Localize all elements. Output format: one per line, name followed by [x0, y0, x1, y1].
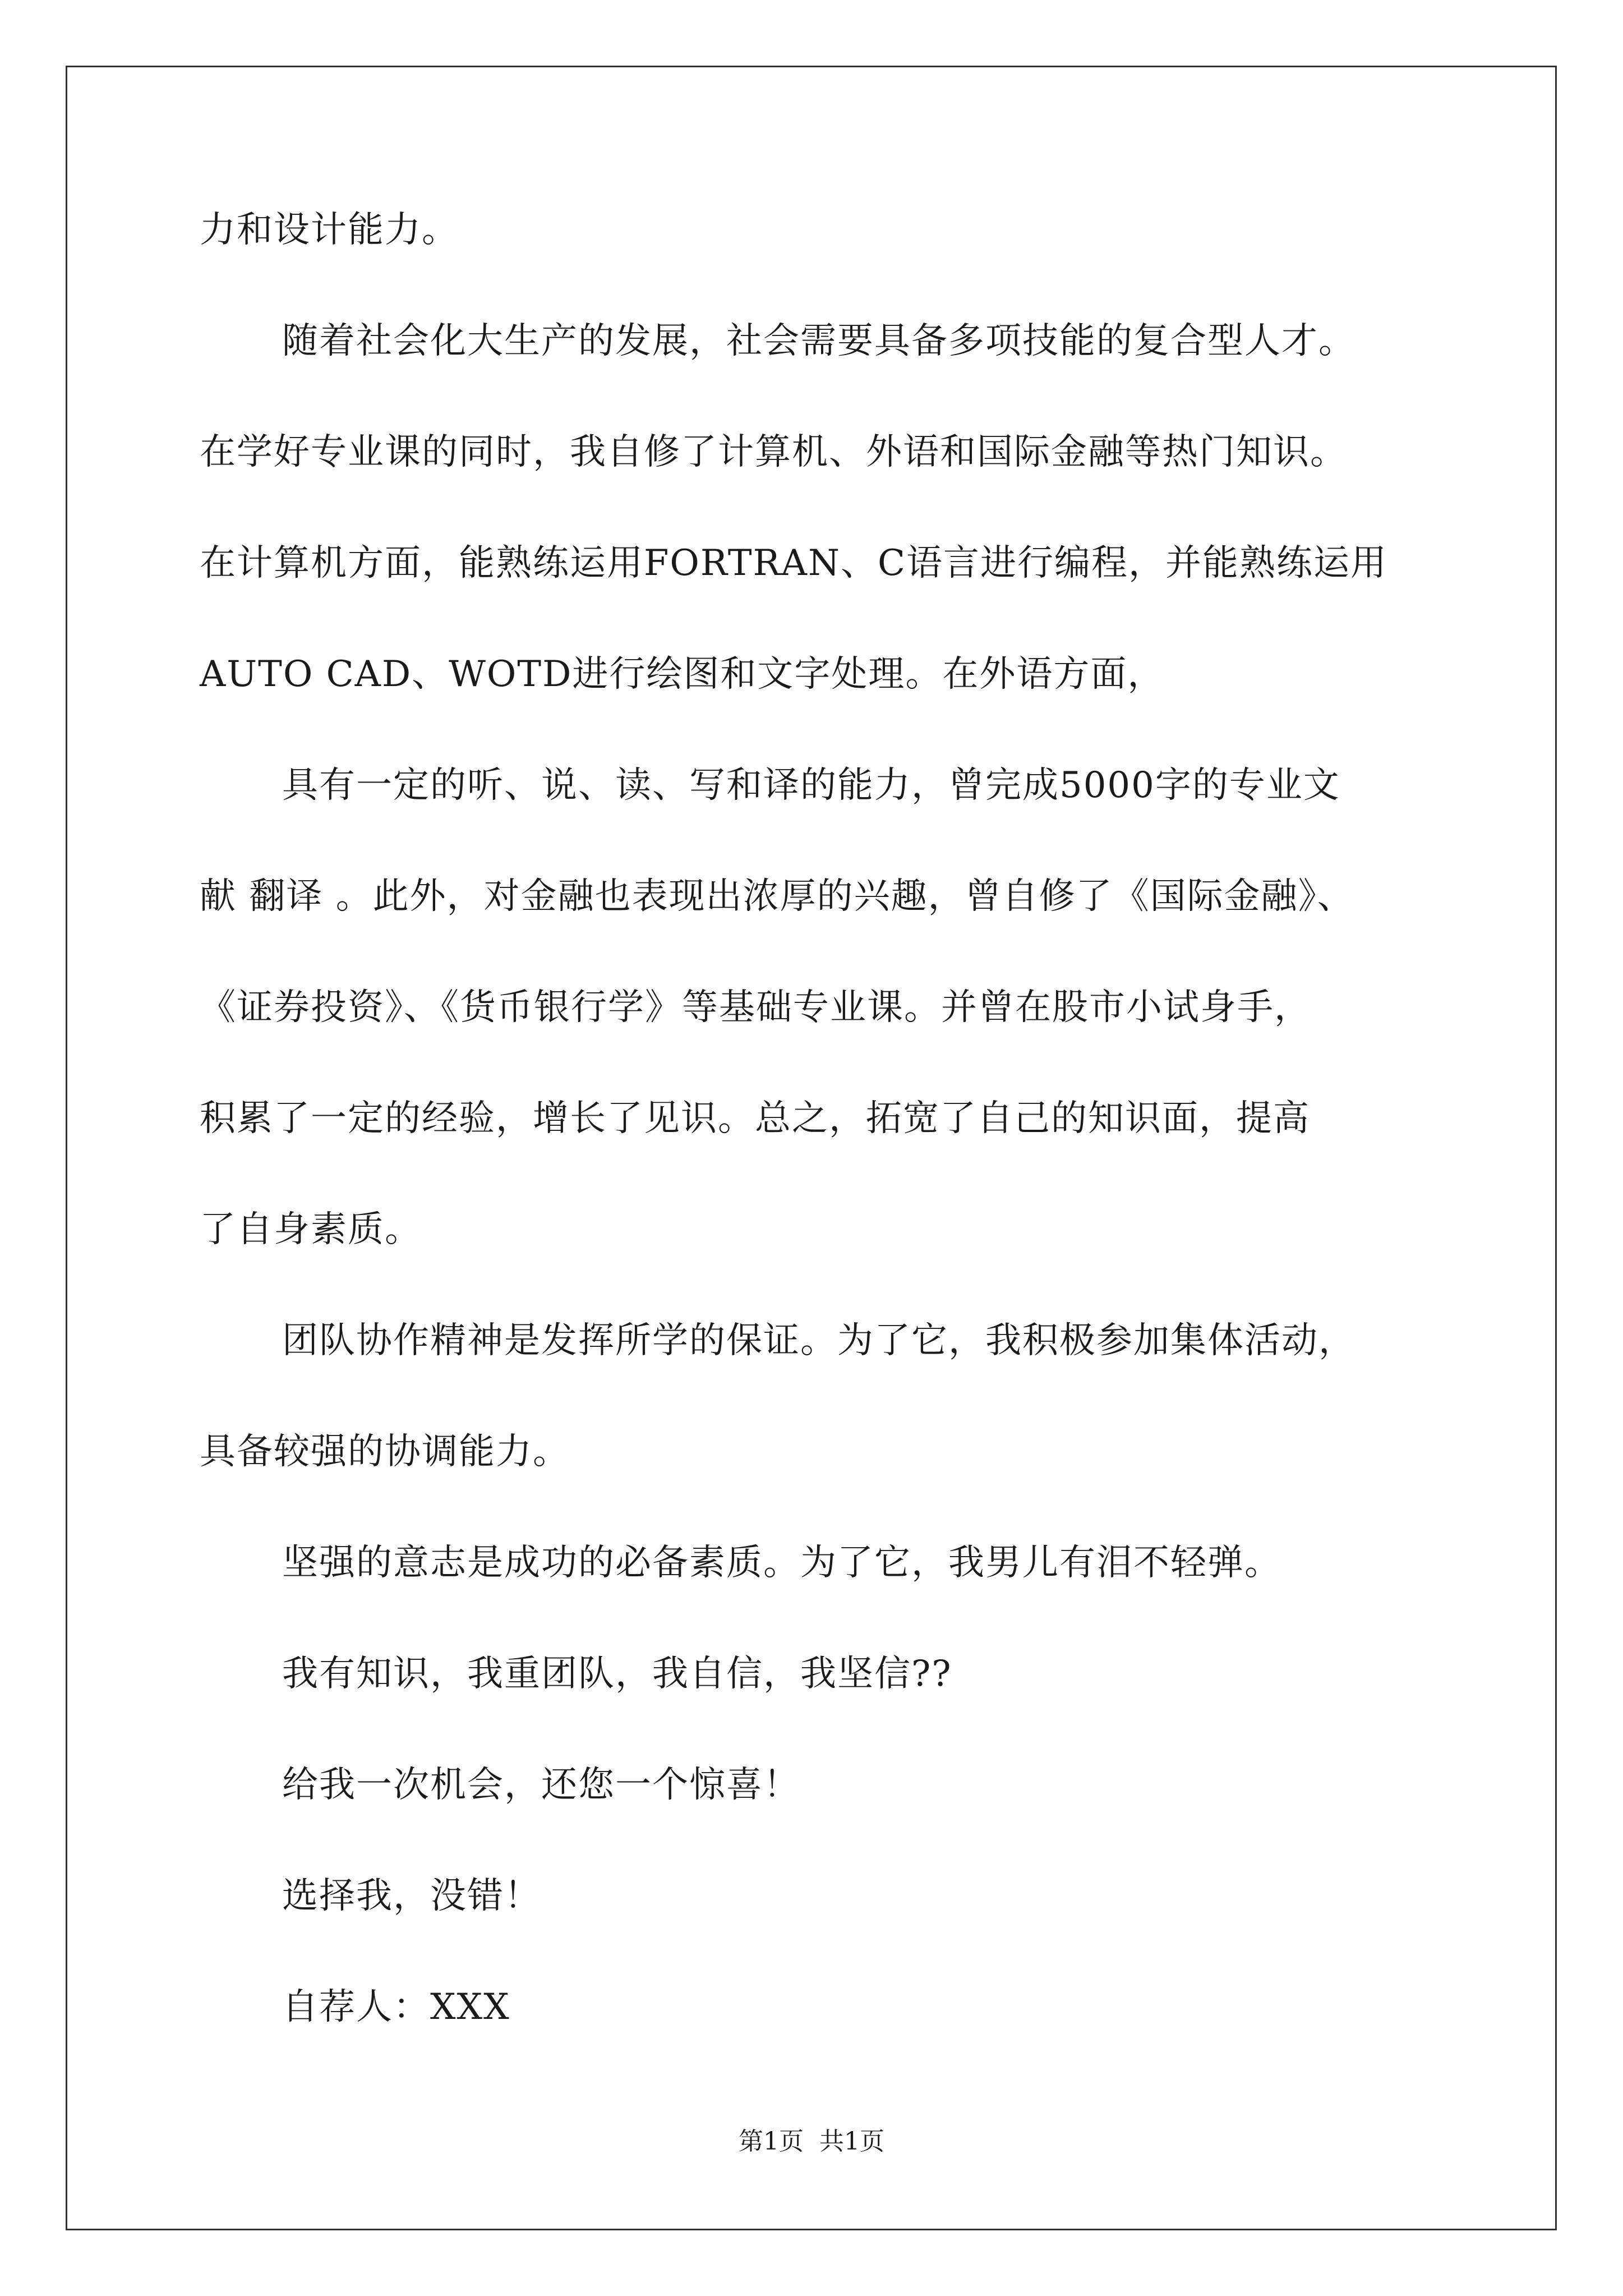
- text-line: 在计算机方面，能熟练运用FORTRAN、C语言进行编程，并能熟练运用: [200, 542, 1387, 584]
- page-number-footer: 第1页 共1页: [739, 2127, 884, 2156]
- text-line: 随着社会化大生产的发展，社会需要具备多项技能的复合型人才。: [282, 320, 1355, 362]
- text-line: 具有一定的听、说、读、写和译的能力，曾完成5000字的专业文: [282, 765, 1340, 806]
- text-line: 在学好专业课的同时，我自修了计算机、外语和国际金融等热门知识。: [200, 431, 1347, 473]
- text-line: 积累了一定的经验，增长了见识。总之，拓宽了自己的知识面，提高: [200, 1098, 1310, 1139]
- text-line: 团队协作精神是发挥所学的保证。为了它，我积极参加集体活动，: [282, 1320, 1355, 1361]
- text-line: 坚强的意志是成功的必备素质。为了它，我男儿有泪不轻弹。: [282, 1542, 1281, 1584]
- text-line: 力和设计能力。: [200, 209, 459, 251]
- text-line: 我有知识，我重团队，我自信，我坚信??: [282, 1653, 952, 1695]
- text-line: 选择我，没错！: [282, 1875, 541, 1917]
- text-line: 具备较强的协调能力。: [200, 1431, 570, 1473]
- text-line: 《证券投资》、《货币银行学》等基础专业课。并曾在股市小试身手，: [200, 987, 1311, 1028]
- text-line: AUTO CAD、WOTD进行绘图和文字处理。在外语方面，: [200, 654, 1165, 695]
- text-line: 了自身素质。: [200, 1209, 422, 1250]
- text-line: 自荐人：XXX: [282, 1986, 510, 2028]
- text-line: 给我一次机会，还您一个惊喜！: [282, 1764, 800, 1806]
- text-line: 献 翻译 。此外，对金融也表现出浓厚的兴趣，曾自修了《国际金融》、: [200, 876, 1354, 917]
